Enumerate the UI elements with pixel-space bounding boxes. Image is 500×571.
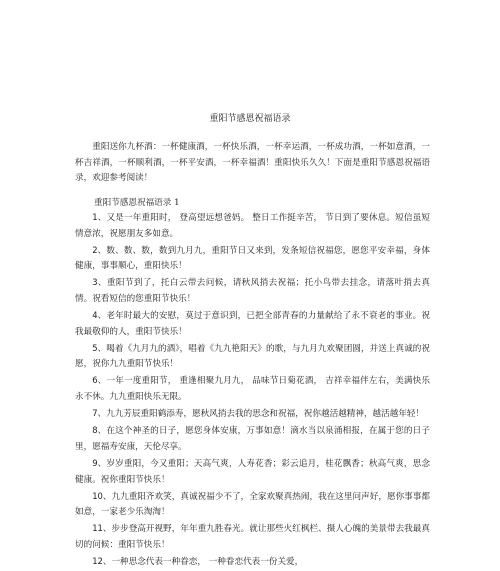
list-item [75, 243, 430, 275]
item-text: 、喝着《九月九的酒》，唱着《九九艳阳天》的歌，与九月九欢聚团圆，并送上真诚的祝愿，祝你九九重阳节快乐！ [75, 343, 430, 370]
item-number: 4 [92, 310, 98, 321]
item-number: 8 [92, 425, 98, 436]
item-text: 、步步登高开视野，年年重九胜春光。就让那些火红枫栏、摄人心魄的美景带去我最真切的问候：重阳节快乐！ [75, 524, 430, 550]
list-item [75, 423, 430, 455]
item-text: 、岁岁重阳，今又重阳；天高气爽，人寿花香；彩云追月，桂花飘香；秋高气爽，思念健康。祝你重阳节快乐！ [75, 458, 430, 485]
list-item [75, 308, 430, 340]
item-number: 7 [92, 408, 98, 419]
item-text: 、重阳节到了，托白云带去问候，请秋风捎去祝福；托小鸟带去挂念，请落叶捎去真情。祝看短信的您重阳节快乐！ [75, 278, 430, 304]
list-item [75, 489, 430, 521]
item-number: 3 [92, 277, 98, 288]
item-text: 、九九重阳齐欢笑，真诚祝福少不了，全家欢聚真热闹，我在这里问声好，愿你事事都如意，一家老少乐淘淘！ [75, 491, 430, 518]
item-number: 12 [92, 555, 103, 566]
item-number: 1 [92, 212, 98, 222]
intro-paragraph: 重阳送你九杯酒：一杯健康酒，一杯快乐酒，一杯幸运酒，一杯成功酒，一杯如意酒，一杯吉祥酒，一杯顺利酒，一杯平安酒，一杯幸福酒！重阳快乐久久！下面是重阳节感恩祝福语录，欢迎参考阅读！ [75, 142, 430, 184]
list-item [75, 554, 430, 571]
item-text: 、老年时最大的安慰，莫过于意识到，已把全部青春的力量献给了永不衰老的事业。祝我最敬仰的人，重阳节快乐！ [75, 311, 430, 337]
list-item [75, 275, 430, 307]
item-text: 、又是一年重阳时， 登高望远想爸妈。 整日工作挺辛苦， 节日到了要休息。短信虽短情意浓，祝愿朋友多如意。 [75, 213, 430, 239]
item-text: 、数、数、数，数到九月九，重阳节日又来到，发条短信祝福您，愿您平安幸福，身体健康，事事顺心，重阳快乐！ [75, 245, 430, 272]
list-item [75, 373, 430, 405]
item-number: 9 [92, 457, 98, 468]
list-item [75, 521, 430, 553]
item-number: 5 [92, 342, 98, 353]
item-text: 、一年一度重阳节， 重逢相聚九月九， 品味节日菊花酒， 吉祥幸福伴左右，美满快乐永不休。九九重阳快乐无限。 [75, 376, 430, 403]
list-item [75, 456, 430, 488]
item-text: 、九九芳辰重阳鹤添寿，愿秋风捎去我的思念和祝福，祝你越活越精神，越活越年轻！ [97, 409, 425, 420]
item-number: 2 [92, 244, 98, 255]
item-text: 、一种思念代表一种眷恋， 一种眷恋代表一份关爱， [102, 556, 304, 567]
item-text: 、在这个神圣的日子，愿您身体安康，万事如意！滴水当以泉涌相报，在属于您的日子里，愿福寿安康，天伦尽享。 [75, 426, 430, 452]
item-number: 10 [92, 490, 103, 501]
document-title: 重阳节感恩祝福语录 [209, 114, 291, 124]
item-number: 6 [92, 375, 98, 386]
greetings-list [75, 210, 430, 571]
section-heading: 重阳节感恩祝福语录 1 [94, 198, 180, 208]
list-item [75, 341, 430, 373]
list-item [75, 406, 430, 423]
list-item [75, 210, 430, 242]
item-number: 11 [92, 523, 103, 534]
